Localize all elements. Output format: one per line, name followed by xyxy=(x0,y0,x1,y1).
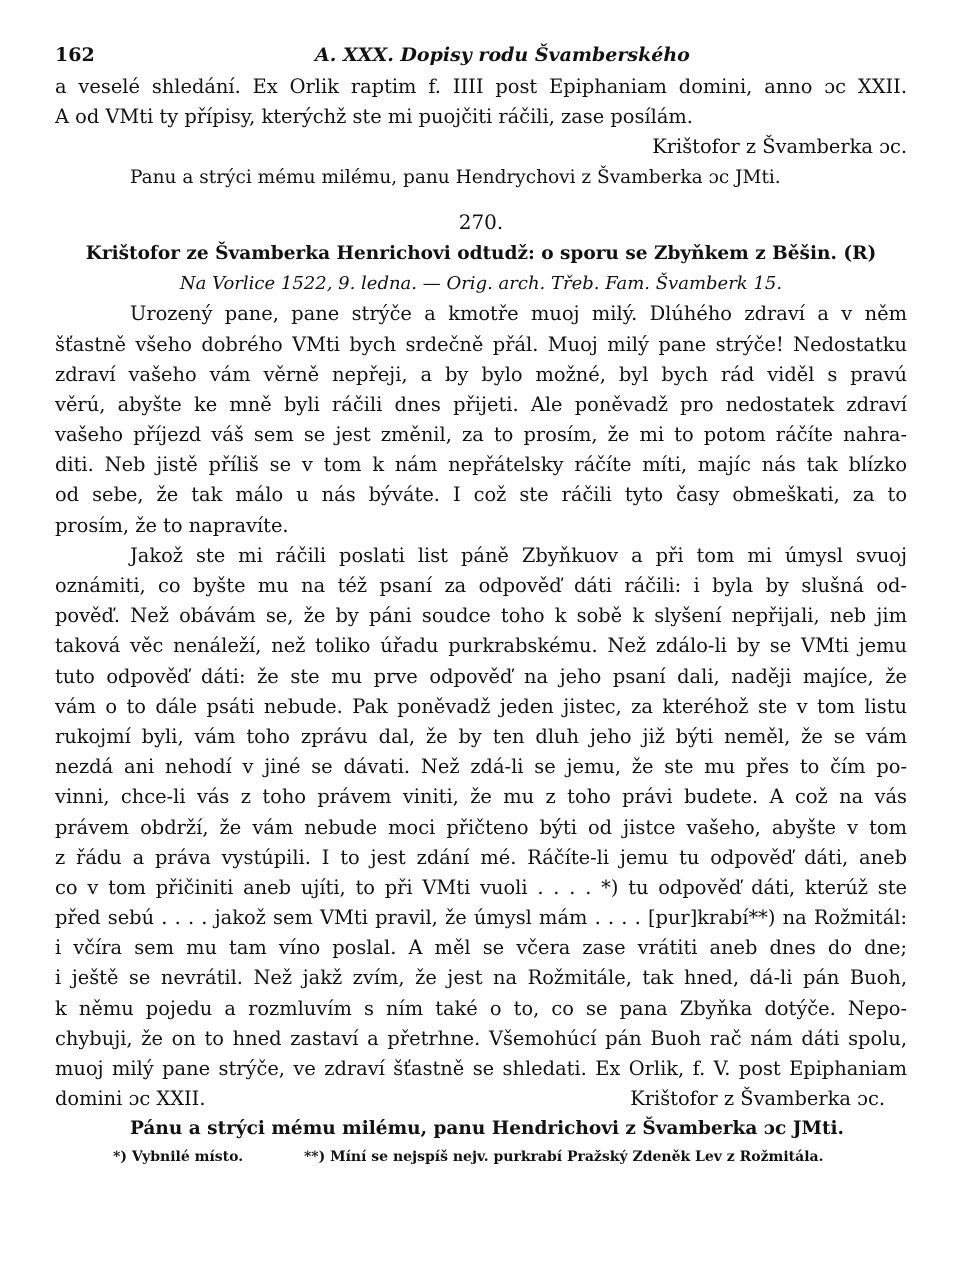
letter-body xyxy=(55,299,907,1084)
page-header xyxy=(55,38,907,72)
text-line: a veselé shledání. Ex Orlik raptim f. IIII post Epiphaniam domini, anno ɔc XXII. xyxy=(55,75,907,98)
text-line: před sebú . . . . jakož sem VMti pravil, že úmysl mám . . . . [pur]krabí**) na Rožmitál: xyxy=(55,906,907,930)
page-number: 162 xyxy=(55,44,95,66)
text-line: rukojmí byli, vám toho zprávu dal, že by ten dluh jeho již býti neměl, že se vám xyxy=(55,724,907,748)
text-line: taková věc nenáleží, než toliko úřadu purkrabskému. Než zdálo-li by se VMti jemu xyxy=(55,634,907,658)
text-line: od sebe, že tak málo u nás býváte. I což ste ráčili tyto časy obmeškati, za to xyxy=(55,483,907,507)
letter-source: Na Vorlice 1522, 9. ledna. — Orig. arch. Třeb. Fam. Švamberk 15. xyxy=(179,273,783,295)
letter-summary: Krištofor ze Švamberka Henrichovi odtudž: o sporu se Zbyňkem z Běšin. (R) xyxy=(85,242,877,264)
text-line: oznámiti, co byšte mu na též psaní za odpověď dáti ráčili: i byla by slušná od- xyxy=(55,574,907,597)
text-line: co v tom přičiniti aneb ujíti, to při VMti vuoli . . . . *) tu odpověď dáti, kterúž ste xyxy=(55,875,907,899)
closing-line xyxy=(55,1084,907,1114)
text-line: věrú, abyšte ke mně byli ráčili dnes přijeti. Ale poněvadž pro nedostatek zdraví xyxy=(55,392,907,416)
text-line: tuto odpověď dáti: že ste mu prve odpověď na jeho psaní dali, naději majíce, že xyxy=(55,664,907,688)
letter-address: Pánu a strýci mému milému, panu Hendrichovi z Švamberka ɔc JMti. xyxy=(130,1118,844,1140)
text-line: prosím, že to napravíte. xyxy=(55,513,289,537)
closing-date: domini ɔc XXII. xyxy=(55,1087,206,1111)
text-line: právem obdrží, že vám nebude moci přičteno býti od jistce vašeho, abyšte v tom xyxy=(55,815,907,839)
closing-signature: Krištofor z Švamberka ɔc. xyxy=(630,1087,885,1111)
text-line: muoj milý pane strýče, ve zdraví šťastně se shledati. Ex Orlik, f. V. post Epiphaniam xyxy=(55,1057,907,1080)
letter-number: 270. xyxy=(458,209,504,234)
text-line: šťastně všeho dobrého VMti bych srdečně přál. Muoj milý pane strýče! Nedostatku xyxy=(55,332,907,356)
text-line: i včíra sem mu tam víno poslal. A měl se včera zase vrátiti aneb dnes do dne; xyxy=(55,936,907,960)
text-line: zdraví vašeho vám věrně nepřeji, a by bylo možné, byl bych rád viděl s pravú xyxy=(55,362,907,386)
text-line: z řádu a práva vystúpili. I to jest zdání mé. Ráčíte-li jemu tu odpověď dáti, aneb xyxy=(55,845,907,869)
text-line: vám o to dále psáti nebude. Pak poněvadž jeden jistec, za kteréhož ste v tom listu xyxy=(55,694,907,718)
footnote: **) Míní se nejspíš nejv. purkrabí Pražský Zdeněk Lev z Rožmitála. xyxy=(303,1148,824,1165)
address-line: Panu a strýci mému milému, panu Hendrychovi z Švamberka ɔc JMti. xyxy=(130,166,781,188)
footnote: *) Vybnilé místo. xyxy=(113,1148,244,1165)
text-line: nezdá ani nehodí v jiné se dávati. Než zdá-li se jemu, že ste mu přes to čím po- xyxy=(55,755,907,779)
text-line: Jakož ste mi ráčili poslati list páně Zbyňkuov a při tom mi úmysl svuoj xyxy=(130,543,907,567)
running-title: A. XXX. Dopisy rodu Švamberského xyxy=(315,44,690,66)
previous-letter-ending xyxy=(55,72,907,193)
text-line: vinni, chce-li vás z toho právem viniti, že mu z toho právi budete. A což na vás xyxy=(55,785,907,809)
text-line: chybuji, že on to hned zastaví a přetrhne. Všemohúcí pán Buoh rač nám dáti spolu, xyxy=(55,1026,907,1050)
text-line: Urozený pane, pane strýče a kmotře muoj milý. Dlúhého zdraví a v něm xyxy=(130,302,907,326)
text-line: i ještě se nevrátil. Než jakž zvím, že jest na Rožmitále, tak hned, dá-li pán Buoh, xyxy=(55,966,907,990)
text-line: k němu pojedu a rozmluvím s ním také o to, co se pana Zbyňka dotýče. Nepo- xyxy=(55,996,907,1020)
text-line: vašeho příjezd váš sem se jest změnil, za to prosím, že mi to potom ráčíte nahra- xyxy=(55,423,907,447)
footnotes xyxy=(55,1145,907,1169)
text-line: A od VMti ty přípisy, kterýchž ste mi puojčiti ráčili, zase posílám. xyxy=(55,105,693,129)
text-line: pověď. Než obávám se, že by páni soudce toho k sobě k slyšení nepřijali, neb jim xyxy=(55,604,907,628)
document-page xyxy=(55,38,907,1169)
signature: Krištofor z Švamberka ɔc. xyxy=(652,135,907,159)
text-line: diti. Neb jistě příliš se v tom k nám nepřátelsky ráčíte míti, majíc nás tak blízko xyxy=(55,453,907,477)
